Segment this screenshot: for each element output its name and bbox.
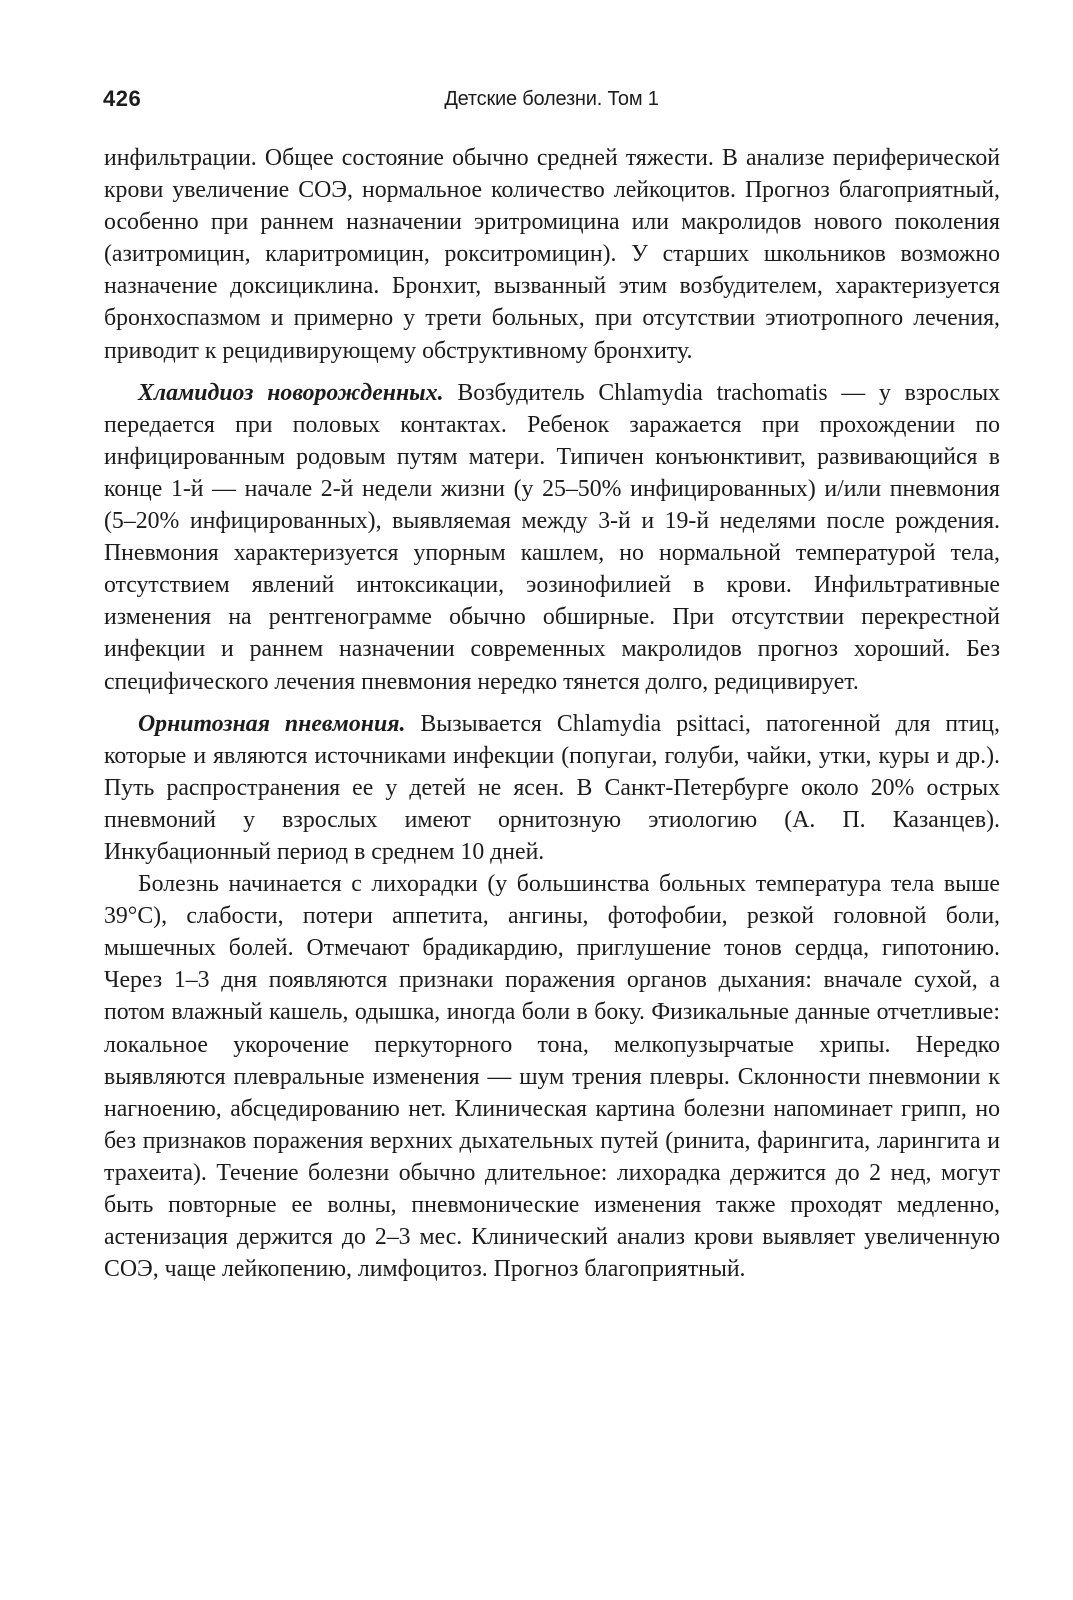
paragraph-text: Вызывается Chlamydia psittaci, патогенной для птиц, которые и являются источниками инфекции (попугаи, голуби, чайки, утки, куры и др.). Путь распространения ее у детей не ясен. В Санкт-Петербурге около 20% острых пневмоний у взрослых имеют орнитозную этиологию (А. П. Казанцев). Инкубационный период в среднем 10 дней.	[104, 710, 1000, 865]
paragraph-disease-course	[104, 868, 1000, 1285]
paragraph-continuation	[104, 142, 1000, 367]
paragraph-text: инфильтрации. Общее состояние обычно средней тяжести. В анализе периферической крови увеличение СОЭ, нормальное количество лейкоцитов. Прогноз благоприятный, особенно при раннем назначении эритромицина или макролидов нового поколения (азитромицин, кларитромицин, рокситромицин). У старших школьников возможно назначение доксициклина. Бронхит, вызванный этим возбудителем, характеризуется бронхоспазмом и примерно у трети больных, при отсутствии этиотропного лечения, приводит к рецидивирующему обструктивному бронхиту.	[104, 145, 1000, 364]
running-title: Детские болезни. Том 1	[444, 88, 659, 110]
paragraph-text: Болезнь начинается с лихорадки (у большинства больных температура тела выше 39°С), слабости, потери аппетита, ангины, фотофобии, резкой головной боли, мышечных болей. Отмечают брадикардию, приглушение тонов сердца, гипотонию. Через 1–3 дня появляются признаки поражения органов дыхания: вначале сухой, а потом влажный кашель, одышка, иногда боли в боку. Физикальные данные отчетливые: локальное укорочение перкуторного тона, мелкопузырчатые хрипы. Нередко выявляются плевральные изменения — шум трения плевры. Склонности пневмонии к нагноению, абсцедированию нет. Клиническая картина болезни напоминает грипп, но без признаков поражения верхних дыхательных путей (ринита, фарингита, ларингита и трахеита). Течение болезни обычно длительное: лихорадка держится до 2 нед, могут быть повторные ее волны, пневмонические изменения также проходят медленно, астенизация держится до 2–3 мес. Клинический анализ крови выявляет увеличенную СОЭ, чаще лейкопению, лимфоцитоз. Прогноз благоприятный.	[104, 871, 1000, 1283]
paragraph-text: Возбудитель Chlamydia trachomatis — у взрослых передается при половых контактах. Ребенок заражается при прохождении по инфицированным родовым путям матери. Типичен конъюнктивит, развивающийся в конце 1-й — начале 2-й недели жизни (у 25–50% инфицированных) и/или пневмония (5–20% инфицированных), выявляемая между 3-й и 19-й неделями после рождения. Пневмония характеризуется упорным кашлем, но нормальной температурой тела, отсутствием явлений интоксикации, эозинофилией в крови. Инфильтративные изменения на рентгенограмме обычно обширные. При отсутствии перекрестной инфекции и раннем назначении современных макролидов прогноз хороший. Без специфического лечения пневмония нередко тянется долго, редицивирует.	[104, 379, 1000, 695]
page-header	[103, 86, 1000, 122]
main-text	[104, 142, 1000, 1285]
section-heading-ornithosis: Орнитозная пневмония.	[138, 710, 406, 737]
paragraph-chlamydiosis-newborns	[104, 377, 1000, 698]
page-number: 426	[103, 86, 142, 111]
section-heading-chlamydiosis: Хламидиоз новорожденных.	[138, 379, 444, 406]
paragraph-ornithosis-pneumonia	[104, 708, 1000, 868]
